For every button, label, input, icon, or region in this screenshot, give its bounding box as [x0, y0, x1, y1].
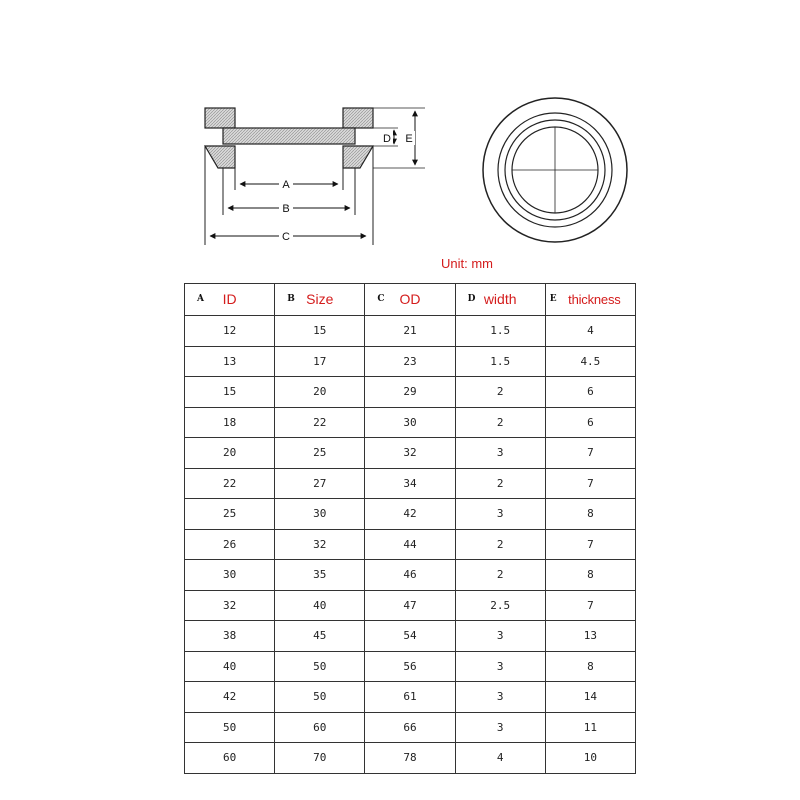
dimension-label-c: C: [282, 231, 290, 243]
table-cell: 3: [455, 712, 545, 743]
column-header-thickness: [545, 284, 635, 316]
table-cell: 61: [365, 682, 455, 713]
table-cell: 15: [275, 316, 365, 347]
column-letter: E: [549, 294, 557, 304]
table-cell: 6: [545, 407, 635, 438]
table-cell: 6: [545, 377, 635, 408]
table-cell: 42: [185, 682, 275, 713]
table-cell: 25: [275, 438, 365, 469]
table-cell: 18: [185, 407, 275, 438]
table-cell: 20: [185, 438, 275, 469]
table-cell: 38: [185, 621, 275, 652]
table-cell: 8: [545, 499, 635, 530]
table-cell: 3: [455, 682, 545, 713]
table-row: [185, 682, 636, 713]
table-cell: 2: [455, 407, 545, 438]
table-cell: 22: [275, 407, 365, 438]
front-view: [483, 98, 627, 242]
table-cell: 7: [545, 438, 635, 469]
table-cell: 30: [185, 560, 275, 591]
table-row: [185, 377, 636, 408]
cross-section-view: [205, 108, 425, 245]
table-cell: 15: [185, 377, 275, 408]
table-cell: 13: [545, 621, 635, 652]
table-cell: 40: [275, 590, 365, 621]
table-cell: 54: [365, 621, 455, 652]
table-cell: 32: [185, 590, 275, 621]
table-cell: 45: [275, 621, 365, 652]
table-cell: 47: [365, 590, 455, 621]
table-cell: 25: [185, 499, 275, 530]
table-cell: 11: [545, 712, 635, 743]
center-band: [223, 128, 355, 144]
column-header-width: [455, 284, 545, 316]
table-cell: 2: [455, 468, 545, 499]
column-letter: D: [467, 294, 476, 304]
table-header-row: [185, 284, 636, 316]
table-row: [185, 499, 636, 530]
bottom-left-bevel: [205, 146, 235, 168]
table-cell: 42: [365, 499, 455, 530]
table-cell: 3: [455, 499, 545, 530]
table-cell: 35: [275, 560, 365, 591]
column-header-size: [275, 284, 365, 316]
table-cell: 4.5: [545, 346, 635, 377]
table-row: [185, 743, 636, 774]
dimension-label-a: A: [282, 179, 290, 191]
table-cell: 7: [545, 529, 635, 560]
table-cell: 70: [275, 743, 365, 774]
table-cell: 2: [455, 560, 545, 591]
column-header-id: [185, 284, 275, 316]
table-cell: 21: [365, 316, 455, 347]
table-cell: 13: [185, 346, 275, 377]
table-cell: 23: [365, 346, 455, 377]
table-cell: 32: [275, 529, 365, 560]
column-letter: C: [377, 294, 385, 304]
table-row: [185, 407, 636, 438]
table-cell: 34: [365, 468, 455, 499]
dimension-label-b: B: [282, 203, 290, 215]
table-cell: 22: [185, 468, 275, 499]
table-cell: 2.5: [455, 590, 545, 621]
table-cell: 30: [275, 499, 365, 530]
table-row: [185, 560, 636, 591]
table-cell: 3: [455, 621, 545, 652]
table-cell: 27: [275, 468, 365, 499]
column-letter: A: [197, 294, 204, 304]
table-cell: 40: [185, 651, 275, 682]
unit-label: Unit: mm: [441, 256, 493, 271]
table-row: [185, 438, 636, 469]
table-cell: 50: [275, 682, 365, 713]
table-cell: 7: [545, 468, 635, 499]
spec-table: [184, 283, 636, 774]
table-cell: 30: [365, 407, 455, 438]
table-row: [185, 712, 636, 743]
table-cell: 56: [365, 651, 455, 682]
table-cell: 60: [185, 743, 275, 774]
table-row: [185, 651, 636, 682]
column-name: width: [483, 290, 517, 307]
table-row: [185, 621, 636, 652]
dimension-label-e: E: [405, 133, 413, 145]
table-cell: 3: [455, 651, 545, 682]
table-cell: 1.5: [455, 316, 545, 347]
table-cell: 66: [365, 712, 455, 743]
table-cell: 8: [545, 560, 635, 591]
table-row: [185, 529, 636, 560]
table-cell: 2: [455, 377, 545, 408]
grommet-drawing: [0, 0, 800, 280]
table-cell: 50: [275, 651, 365, 682]
table-cell: 4: [455, 743, 545, 774]
table-cell: 12: [185, 316, 275, 347]
column-name: ID: [222, 290, 237, 307]
table-cell: 2: [455, 529, 545, 560]
column-name: thickness: [568, 291, 621, 307]
table-row: [185, 346, 636, 377]
table-body: [185, 316, 636, 774]
table-cell: 46: [365, 560, 455, 591]
table-cell: 1.5: [455, 346, 545, 377]
table-row: [185, 468, 636, 499]
table-cell: 4: [545, 316, 635, 347]
column-letter: B: [287, 294, 295, 304]
table-row: [185, 316, 636, 347]
top-left-flange: [205, 108, 235, 128]
table-cell: 78: [365, 743, 455, 774]
table-cell: 14: [545, 682, 635, 713]
table-cell: 26: [185, 529, 275, 560]
column-name: Size: [306, 290, 334, 307]
table-cell: 3: [455, 438, 545, 469]
table-cell: 7: [545, 590, 635, 621]
table-cell: 20: [275, 377, 365, 408]
table-cell: 32: [365, 438, 455, 469]
table-cell: 50: [185, 712, 275, 743]
table-cell: 8: [545, 651, 635, 682]
column-name: OD: [399, 290, 421, 307]
bottom-right-bevel: [343, 146, 373, 168]
table-cell: 10: [545, 743, 635, 774]
top-right-flange: [343, 108, 373, 128]
table-cell: 17: [275, 346, 365, 377]
table-cell: 60: [275, 712, 365, 743]
column-header-od: [365, 284, 455, 316]
dimension-label-d: D: [383, 133, 391, 145]
table-cell: 44: [365, 529, 455, 560]
table-row: [185, 590, 636, 621]
table-cell: 29: [365, 377, 455, 408]
